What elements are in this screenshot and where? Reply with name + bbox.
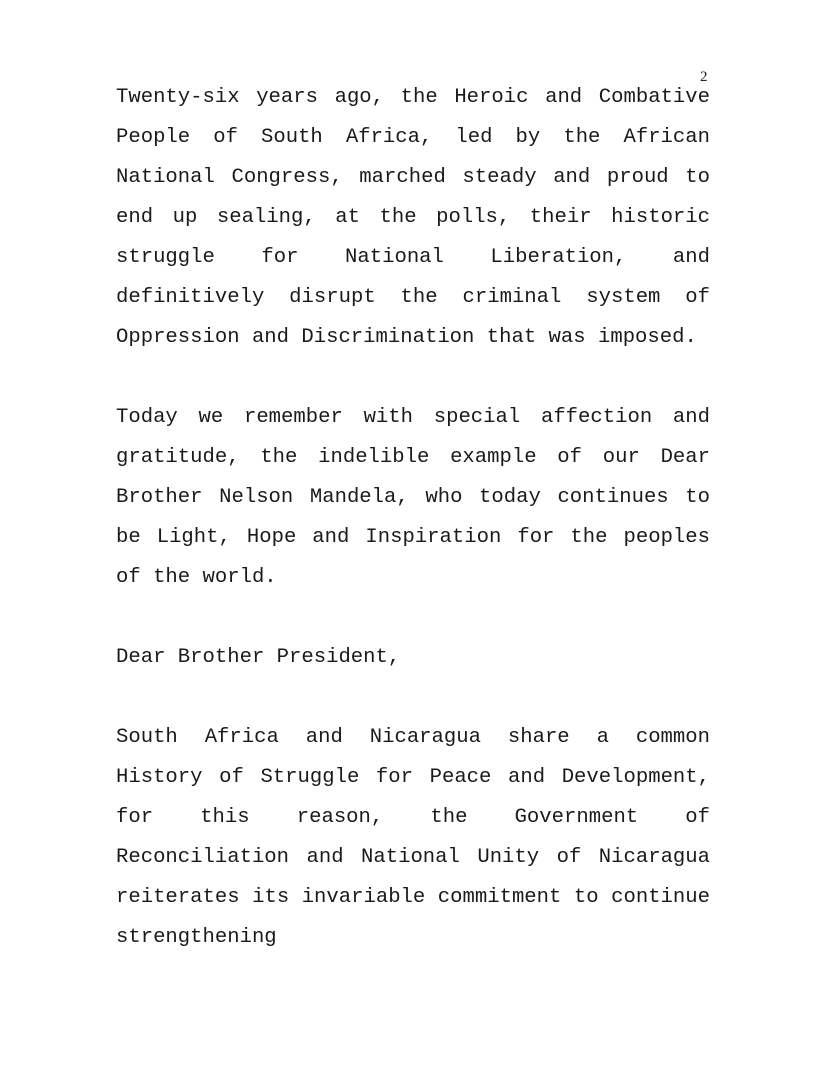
letter-body [116,78,710,958]
paragraph-shared-history: South Africa and Nicaragua share a common History of Struggle for Peace and Development, for this reason, the Government of Reconciliation and National Unity of Nicaragua reiterates its invariable commitment to continue strengthening [116,726,710,949]
paragraph-mandela: Today we remember with special affection and gratitude, the indelible example of our Dear Brother Nelson Mandela, who today continues to be Light, Hope and Inspiration for the peoples of the world. [116,406,710,589]
paragraph-anniversary: Twenty-six years ago, the Heroic and Combative People of South Africa, led by the African National Congress, marched steady and proud to end up sealing, at the polls, their historic struggle for National Liberation, and definitively disrupt the criminal system of Oppression and Discrimination that was imposed. [116,86,710,349]
salutation: Dear Brother President, [116,646,401,669]
page-number: 2 [700,69,708,85]
